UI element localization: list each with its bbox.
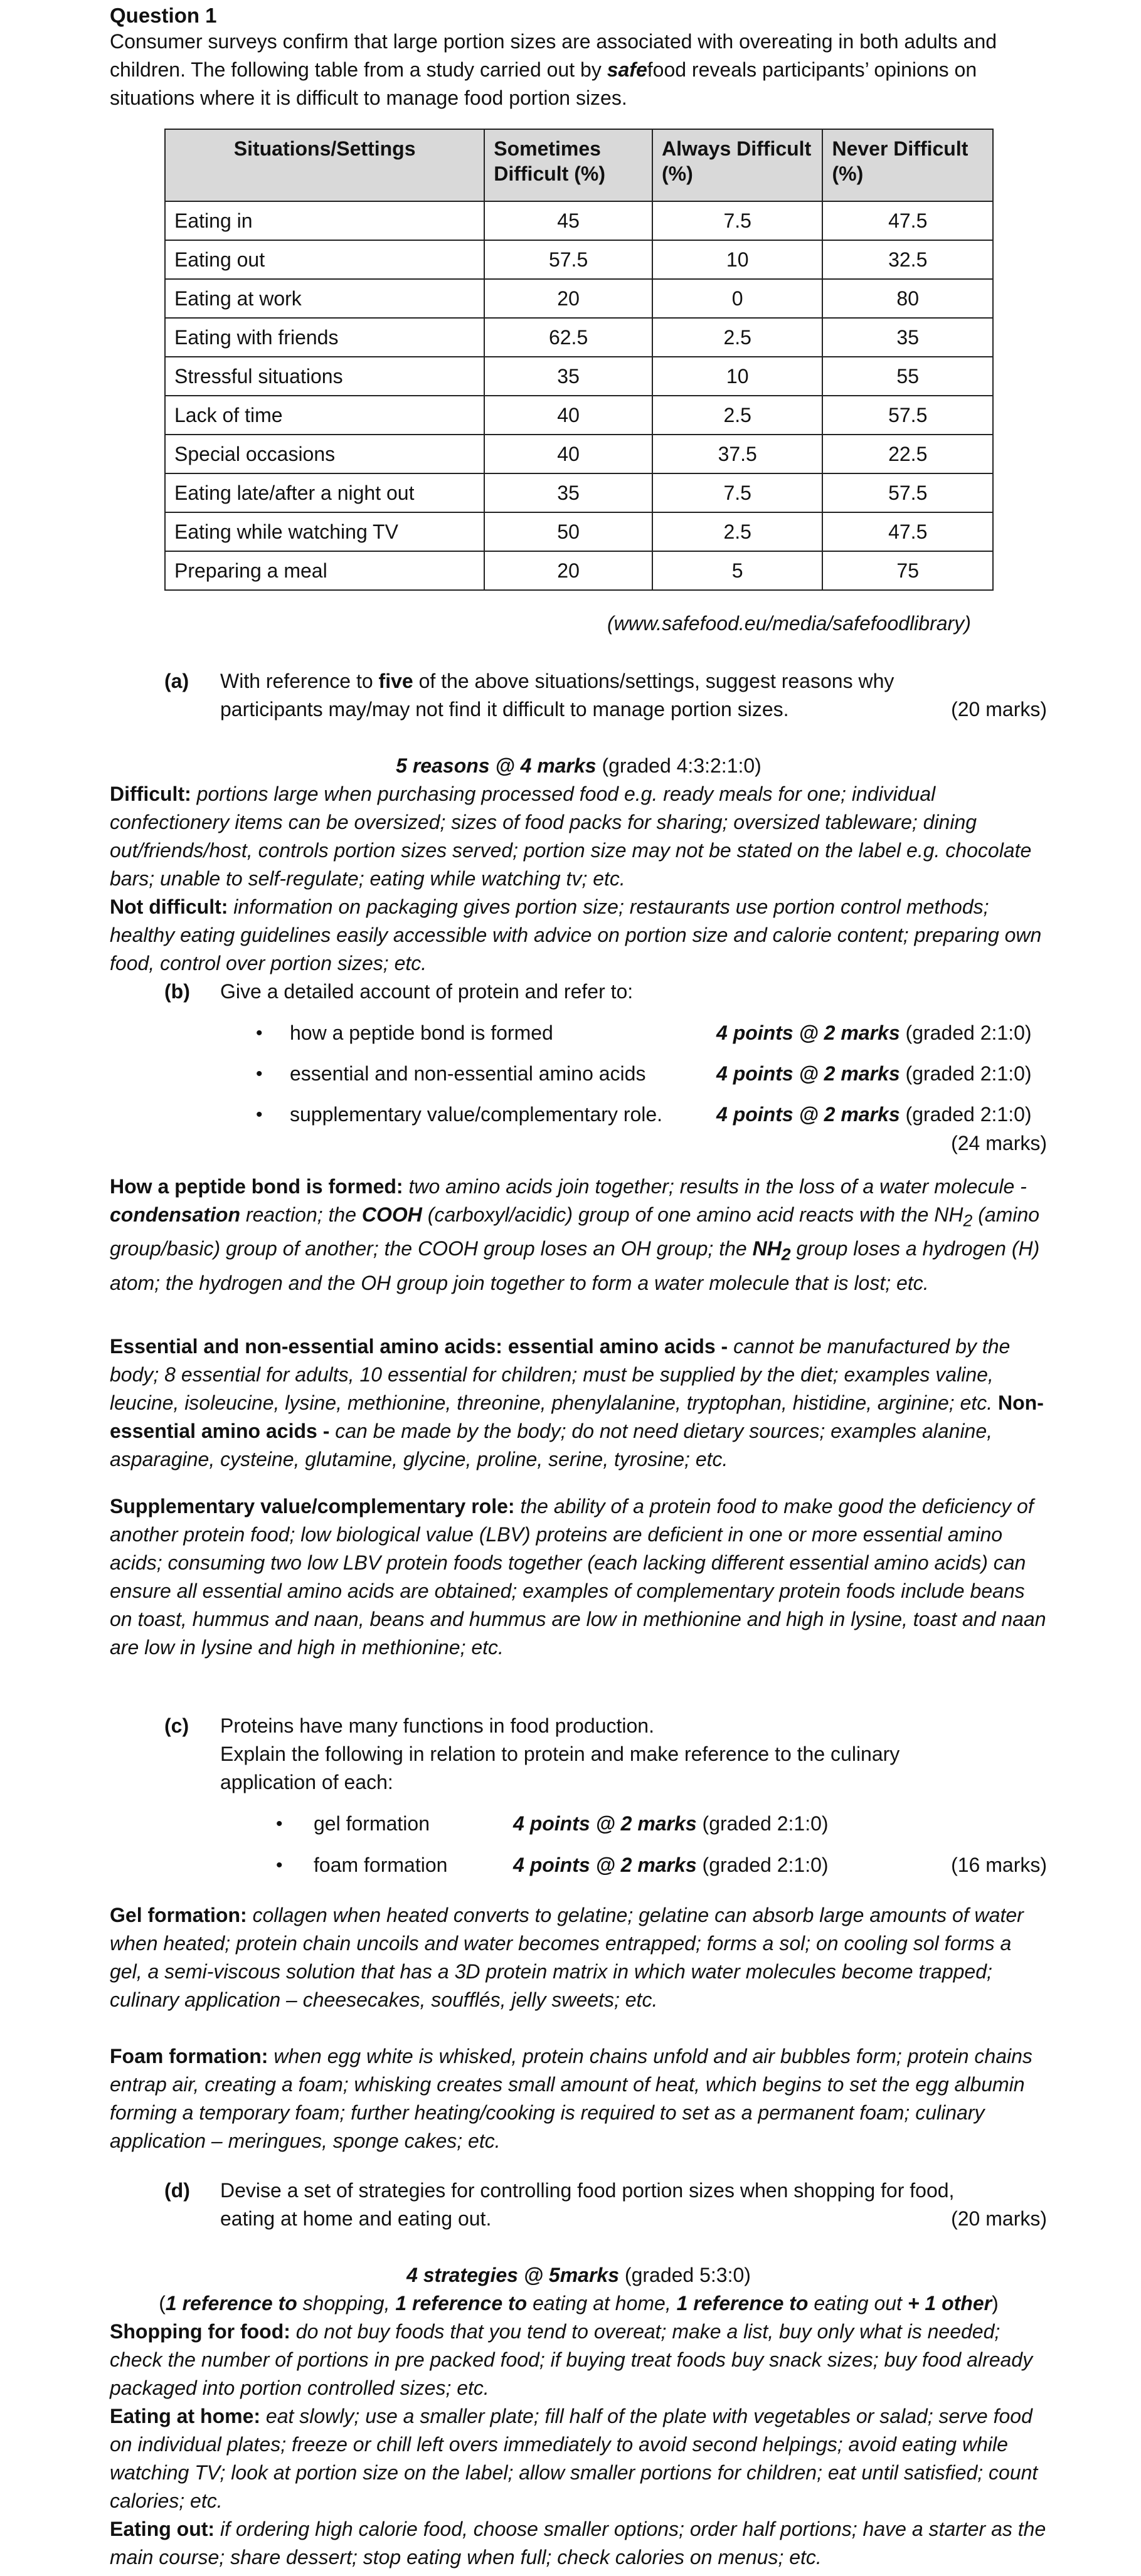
ref-close: ) <box>992 2292 999 2315</box>
table-source: (www.safefood.eu/media/safefoodlibrary) <box>607 612 971 635</box>
part-a-q-bold: five <box>378 670 413 692</box>
part-b-label: (b) <box>164 980 190 1003</box>
foam-label: Foam formation <box>110 2045 262 2067</box>
cell-always: 2.5 <box>652 318 823 357</box>
part-a-q-post: of the above situations/settings, suggest reasons why participants may/may not find it difficult to manage portion sizes. <box>220 670 894 721</box>
mark-bold: 4 points @ 2 marks <box>716 1021 900 1044</box>
part-c-label: (c) <box>164 1714 189 1737</box>
header-never: Never Difficult (%) <box>822 129 993 201</box>
cell-situation: Eating with friends <box>165 318 484 357</box>
mark-bold: 4 points @ 2 marks <box>716 1062 900 1085</box>
cell-never: 55 <box>822 357 993 396</box>
part-a-question <box>220 667 916 724</box>
cell-always: 5 <box>652 551 823 590</box>
not-difficult-text: information on packaging gives portion size; restaurants use portion control methods; healthy eating guidelines easily accessible with advice on portion size and calorie content; preparing own food, control over portion sizes; etc. <box>110 895 1042 974</box>
table-row <box>165 279 993 318</box>
cell-sometimes: 40 <box>484 435 652 473</box>
intro-brand: safe <box>607 58 647 81</box>
gel-text: collagen when heated converts to gelatine; gelatine can absorb large amounts of water when heated; protein chain uncoils and water becomes entrapped; forms a sol; on cooling sol forms a gel, a semi-viscous solution that has a 3D protein matrix in which water molecules become trapped; culinary application – cheesecakes, soufflés, jelly sweets; etc. <box>110 1904 1024 2011</box>
table-row <box>165 357 993 396</box>
ref-b3: 1 reference to <box>676 2292 809 2315</box>
cell-never: 22.5 <box>822 435 993 473</box>
table-row <box>165 435 993 473</box>
part-b-bullet-2-marks <box>716 1060 1032 1088</box>
ref-t2: eating at home, <box>527 2292 677 2315</box>
table-row <box>165 396 993 435</box>
cell-sometimes: 45 <box>484 201 652 240</box>
part-a-scheme-bold: 5 reasons @ 4 marks <box>396 754 597 777</box>
part-b-bullet-1: how a peptide bond is formed <box>290 1021 553 1044</box>
cell-situation: Stressful situations <box>165 357 484 396</box>
peptide-b3: NH <box>752 1237 782 1260</box>
part-a-label: (a) <box>164 670 189 692</box>
part-d-question: Devise a set of strategies for controlling food portion sizes when shopping for food, eating at home and eating out. <box>220 2179 955 2230</box>
eating-out-text: if ordering high calorie food, choose smaller options; order half portions; have a starter as the main course; share dessert; stop eating when full; check calories on menus; etc. <box>110 2518 1046 2568</box>
portion-table <box>164 129 994 591</box>
cell-situation: Eating late/after a night out <box>165 473 484 512</box>
part-a-marks: (20 marks) <box>951 698 1047 721</box>
bullet-dot: • <box>276 1855 283 1876</box>
ref-t1: shopping, <box>297 2292 396 2315</box>
part-b-bullet-2: essential and non-essential amino acids <box>290 1062 646 1085</box>
cell-sometimes: 40 <box>484 396 652 435</box>
non-essential-label: Non-essential amino acids - <box>110 1391 1044 1442</box>
peptide-b1: condensation <box>110 1203 241 1226</box>
cell-never: 47.5 <box>822 512 993 551</box>
part-d-label: (d) <box>164 2179 190 2202</box>
header-sometimes: Sometimes Difficult (%) <box>484 129 652 201</box>
ref-t3: eating out <box>808 2292 908 2315</box>
ref-open: ( <box>159 2292 166 2315</box>
cell-never: 32.5 <box>822 240 993 279</box>
cell-never: 80 <box>822 279 993 318</box>
part-c-bullet-1-marks <box>513 1810 829 1838</box>
foam-formation-answer: Foam formation: when egg white is whisked, protein chains unfold and air bubbles form; protein chains entrap air, creating a foam; whisking creates small amount of heat, which begins to set the egg albumin forming a temporary foam; further heating/cooking is required to set as a permanent foam; culinary application – meringues, sponge cakes; etc. <box>110 2045 1032 2152</box>
part-c-bullet-2-marks <box>513 1851 829 1879</box>
peptide-t2: reaction; the <box>240 1203 362 1226</box>
part-a-scheme-rest: (graded 4:3:2:1:0) <box>596 754 762 777</box>
part-c-line1: Proteins have many functions in food production. <box>220 1714 654 1737</box>
home-label: Eating at home <box>110 2405 254 2427</box>
peptide-sub1: 2 <box>963 1211 973 1230</box>
cell-always: 10 <box>652 357 823 396</box>
part-c-line2: Explain the following in relation to protein and make reference to the culinary application of each: <box>220 1743 900 1793</box>
part-b-bullet-1-marks <box>716 1019 1032 1047</box>
difficult-text: portions large when purchasing processed food e.g. ready meals for one; individual confectionery items can be oversized; sizes of food packs for sharing; oversized tableware; dining out/friends/host, controls portion sizes served; portion size may not be stated on the label e.g. chocolate bars; unable to self-regulate; eating while watching tv; etc. <box>110 783 1032 890</box>
header-always: Always Difficult (%) <box>652 129 823 201</box>
intro-post: food reveals participants’ opinions on situations where it is difficult to manage food portion sizes. <box>110 58 977 109</box>
eating-out-label: Eating out <box>110 2518 208 2540</box>
question-title: Question 1 <box>110 4 217 27</box>
mark-bold: 4 points @ 2 marks <box>716 1103 900 1126</box>
cell-always: 7.5 <box>652 473 823 512</box>
cell-never: 35 <box>822 318 993 357</box>
cell-situation: Eating out <box>165 240 484 279</box>
cell-situation: Special occasions <box>165 435 484 473</box>
amino-label: Essential and non-essential amino acids <box>110 1335 496 1358</box>
part-b-bullet-3: supplementary value/complementary role. <box>290 1103 663 1126</box>
cell-sometimes: 62.5 <box>484 318 652 357</box>
intro-paragraph <box>110 28 1048 112</box>
table-row <box>165 551 993 590</box>
difficult-label: Difficult <box>110 783 185 805</box>
cell-sometimes: 57.5 <box>484 240 652 279</box>
cell-sometimes: 35 <box>484 473 652 512</box>
part-c-marks: (16 marks) <box>951 1854 1047 1876</box>
peptide-t3: (carboxyl/acidic) group of one amino acid reacts with the NH <box>422 1203 963 1226</box>
mark-bold: 4 points @ 2 marks <box>513 1812 697 1835</box>
cell-never: 47.5 <box>822 201 993 240</box>
part-a-not-difficult: Not difficult: information on packaging gives portion size; restaurants use portion control methods; healthy eating guidelines easily accessible with advice on portion size and calorie content; preparing own food, control over portion sizes; etc. <box>110 895 1042 974</box>
cell-always: 2.5 <box>652 396 823 435</box>
bullet-dot: • <box>256 1104 263 1125</box>
mark-rest: (graded 2:1:0) <box>696 1812 829 1835</box>
part-d-scheme-rest: (graded 5:3:0) <box>619 2264 751 2286</box>
foam-text: when egg white is whisked, protein chains unfold and air bubbles form; protein chains entrap air, creating a foam; whisking creates small amount of heat, which begins to set the egg albumin forming a temporary foam; further heating/cooking is required to set as a permanent foam; culinary application – meringues, sponge cakes; etc. <box>110 2045 1032 2152</box>
part-d-marks: (20 marks) <box>951 2207 1047 2230</box>
cell-sometimes: 20 <box>484 279 652 318</box>
part-a-scheme <box>110 752 1048 780</box>
ref-b4: + 1 other <box>907 2292 992 2315</box>
supplementary-answer: Supplementary value/complementary role: the ability of a protein food to make good the deficiency of another protein food; low biological value (LBV) proteins are deficient in one or more essential amino acids; consuming two low LBV protein foods together (each lacking different essential amino acids) can ensure all essential amino acids are obtained; examples of complementary protein foods include beans on toast, hummus and naan, beans and hummus are low in methionine and high in lysine, toast and naan are low in lysine and high in methionine; etc. <box>110 1495 1046 1659</box>
peptide-t4: (amino group/basic) group of another; the COOH group loses an OH group; the <box>110 1203 1040 1260</box>
ref-b1: 1 reference to <box>165 2292 297 2315</box>
mark-bold: 4 points @ 2 marks <box>513 1854 697 1876</box>
shopping-answer: Shopping for food: do not buy foods that you tend to overeat; make a list, buy only what is needed; check the number of portions in pre packed food; if buying treat foods buy snack sizes; buy food already packaged into portion controlled sizes; etc. <box>110 2320 1033 2399</box>
table-row <box>165 318 993 357</box>
peptide-label: How a peptide bond is formed <box>110 1175 396 1198</box>
table-row <box>165 201 993 240</box>
essential-text: cannot be manufactured by the body; 8 essential for adults, 10 essential for children; must be supplied by the diet; examples valine, leucine, isoleucine, lysine, methionine, threonine, phenylalanine, tryptophan, histidine, arginine; etc. <box>110 1335 1011 1414</box>
gel-formation-answer: Gel formation: collagen when heated converts to gelatine; gelatine can absorb large amounts of water when heated; protein chain uncoils and water becomes entrapped; forms a sol; on cooling sol forms a gel, a semi-viscous solution that has a 3D protein matrix in which water molecules become trapped; culinary application – cheesecakes, soufflés, jelly sweets; etc. <box>110 1904 1024 2011</box>
cell-situation: Lack of time <box>165 396 484 435</box>
peptide-b2: COOH <box>361 1203 422 1226</box>
cell-sometimes: 20 <box>484 551 652 590</box>
part-d-references <box>110 2289 1048 2318</box>
part-a-difficult: Difficult: portions large when purchasing processed food e.g. ready meals for one; individual confectionery items can be oversized; sizes of food packs for sharing; oversized tableware; dining out/friends/host, controls portion sizes served; portion size may not be stated on the label e.g. chocolate bars; unable to self-regulate; eating while watching tv; etc. <box>110 783 1032 890</box>
cell-situation: Eating in <box>165 201 484 240</box>
part-c-bullet-1: gel formation <box>314 1812 430 1835</box>
bullet-dot: • <box>256 1064 263 1084</box>
cell-always: 2.5 <box>652 512 823 551</box>
part-a-q-pre: With reference to <box>220 670 379 692</box>
header-situations: Situations/Settings <box>165 129 484 201</box>
part-c-bullet-2: foam formation <box>314 1854 448 1876</box>
not-difficult-label: Not difficult <box>110 895 221 918</box>
amino-acids-answer: Essential and non-essential amino acids: essential amino acids - cannot be manufactured by the body; 8 essential for adults, 10 essential for children; must be supplied by the diet; examples valine, leucine, isoleucine, lysine, methionine, threonine, phenylalanine, tryptophan, histidine, arginine; etc. Non-essential amino acids - can be made by the body; do not need dietary sources; examples alanine, asparagine, cysteine, glutamine, glycine, proline, serine, tyrosine; etc. <box>110 1335 1044 1470</box>
cell-situation: Eating while watching TV <box>165 512 484 551</box>
ref-b2: 1 reference to <box>395 2292 528 2315</box>
part-d-scheme <box>110 2261 1048 2289</box>
cell-always: 7.5 <box>652 201 823 240</box>
table-header-row <box>165 129 993 201</box>
non-essential-text: can be made by the body; do not need dietary sources; examples alanine, asparagine, cysteine, glutamine, glycine, proline, serine, tyrosine; etc. <box>110 1420 993 1470</box>
home-text: eat slowly; use a smaller plate; fill half of the plate with vegetables or salad; serve food on individual plates; freeze or chill left overs immediately to avoid second helpings; avoid eating while watching TV; look at portion size on the label; allow smaller portions for children; eat until satisfied; count calories; etc. <box>110 2405 1038 2512</box>
part-b-question: Give a detailed account of protein and refer to: <box>220 980 634 1003</box>
cell-sometimes: 50 <box>484 512 652 551</box>
cell-situation: Eating at work <box>165 279 484 318</box>
eating-out-answer: Eating out: if ordering high calorie food, choose smaller options; order half portions; have a starter as the main course; share dessert; stop eating when full; check calories on menus; etc. <box>110 2518 1046 2568</box>
mark-rest: (graded 2:1:0) <box>900 1062 1032 1085</box>
intro-pre: Consumer surveys confirm that large portion sizes are associated with overeating in both adults and children. The following table from a study carried out by <box>110 30 997 81</box>
supplementary-text: the ability of a protein food to make good the deficiency of another protein food; low biological value (LBV) proteins are deficient in one or more essential amino acids; consuming two low LBV protein foods together (each lacking different essential amino acids) can ensure all essential amino acids are obtained; examples of complementary protein foods include beans on toast, hummus and naan, beans and hummus are low in methionine and high in lysine, toast and naan are low in lysine and high in methionine; etc. <box>110 1495 1046 1659</box>
peptide-t1: two amino acids join together; results in the loss of a water molecule - <box>408 1175 1027 1198</box>
mark-rest: (graded 2:1:0) <box>900 1103 1032 1126</box>
part-d-scheme-bold: 4 strategies @ 5marks <box>406 2264 620 2286</box>
part-b-bullet-3-marks <box>716 1101 1032 1129</box>
shopping-label: Shopping for food <box>110 2320 284 2343</box>
supplementary-label: Supplementary value/complementary role <box>110 1495 508 1518</box>
table-row <box>165 240 993 279</box>
cell-never: 57.5 <box>822 396 993 435</box>
peptide-t5: group loses a hydrogen (H) atom; the hydrogen and the OH group join together to form a water molecule that is lost; etc. <box>110 1237 1040 1294</box>
shopping-text: do not buy foods that you tend to overeat; make a list, buy only what is needed; check the number of portions in pre packed food; if buying treat foods buy snack sizes; buy food already packaged into portion controlled sizes; etc. <box>110 2320 1033 2399</box>
cell-never: 57.5 <box>822 473 993 512</box>
cell-always: 37.5 <box>652 435 823 473</box>
cell-always: 10 <box>652 240 823 279</box>
cell-never: 75 <box>822 551 993 590</box>
part-b-marks: (24 marks) <box>951 1132 1047 1154</box>
bullet-dot: • <box>256 1023 263 1043</box>
table-row <box>165 473 993 512</box>
essential-label: essential amino acids - <box>507 1335 728 1358</box>
home-answer: Eating at home: eat slowly; use a smaller plate; fill half of the plate with vegetables or salad; serve food on individual plates; freeze or chill left overs immediately to avoid second helpings; avoid eating while watching TV; look at portion size on the label; allow smaller portions for children; eat until satisfied; count calories; etc. <box>110 2405 1038 2512</box>
mark-rest: (graded 2:1:0) <box>900 1021 1032 1044</box>
cell-always: 0 <box>652 279 823 318</box>
cell-situation: Preparing a meal <box>165 551 484 590</box>
peptide-bond-answer: How a peptide bond is formed: two amino acids join together; results in the loss of a water molecule - condensation reaction; the COOH (carboxyl/acidic) group of one amino acid reacts with the $NH_2$ (amino group/basic) group of another; the COOH group loses an OH group; the $NH_2$ group loses a hydrogen (H) atom; the hydrogen and the OH group join together to form a water molecule that is lost; etc. <box>110 1175 1040 1294</box>
gel-label: Gel formation <box>110 1904 241 1926</box>
mark-rest: (graded 2:1:0) <box>696 1854 829 1876</box>
bullet-dot: • <box>276 1813 283 1834</box>
peptide-sub2: 2 <box>781 1245 791 1264</box>
cell-sometimes: 35 <box>484 357 652 396</box>
table-row <box>165 512 993 551</box>
